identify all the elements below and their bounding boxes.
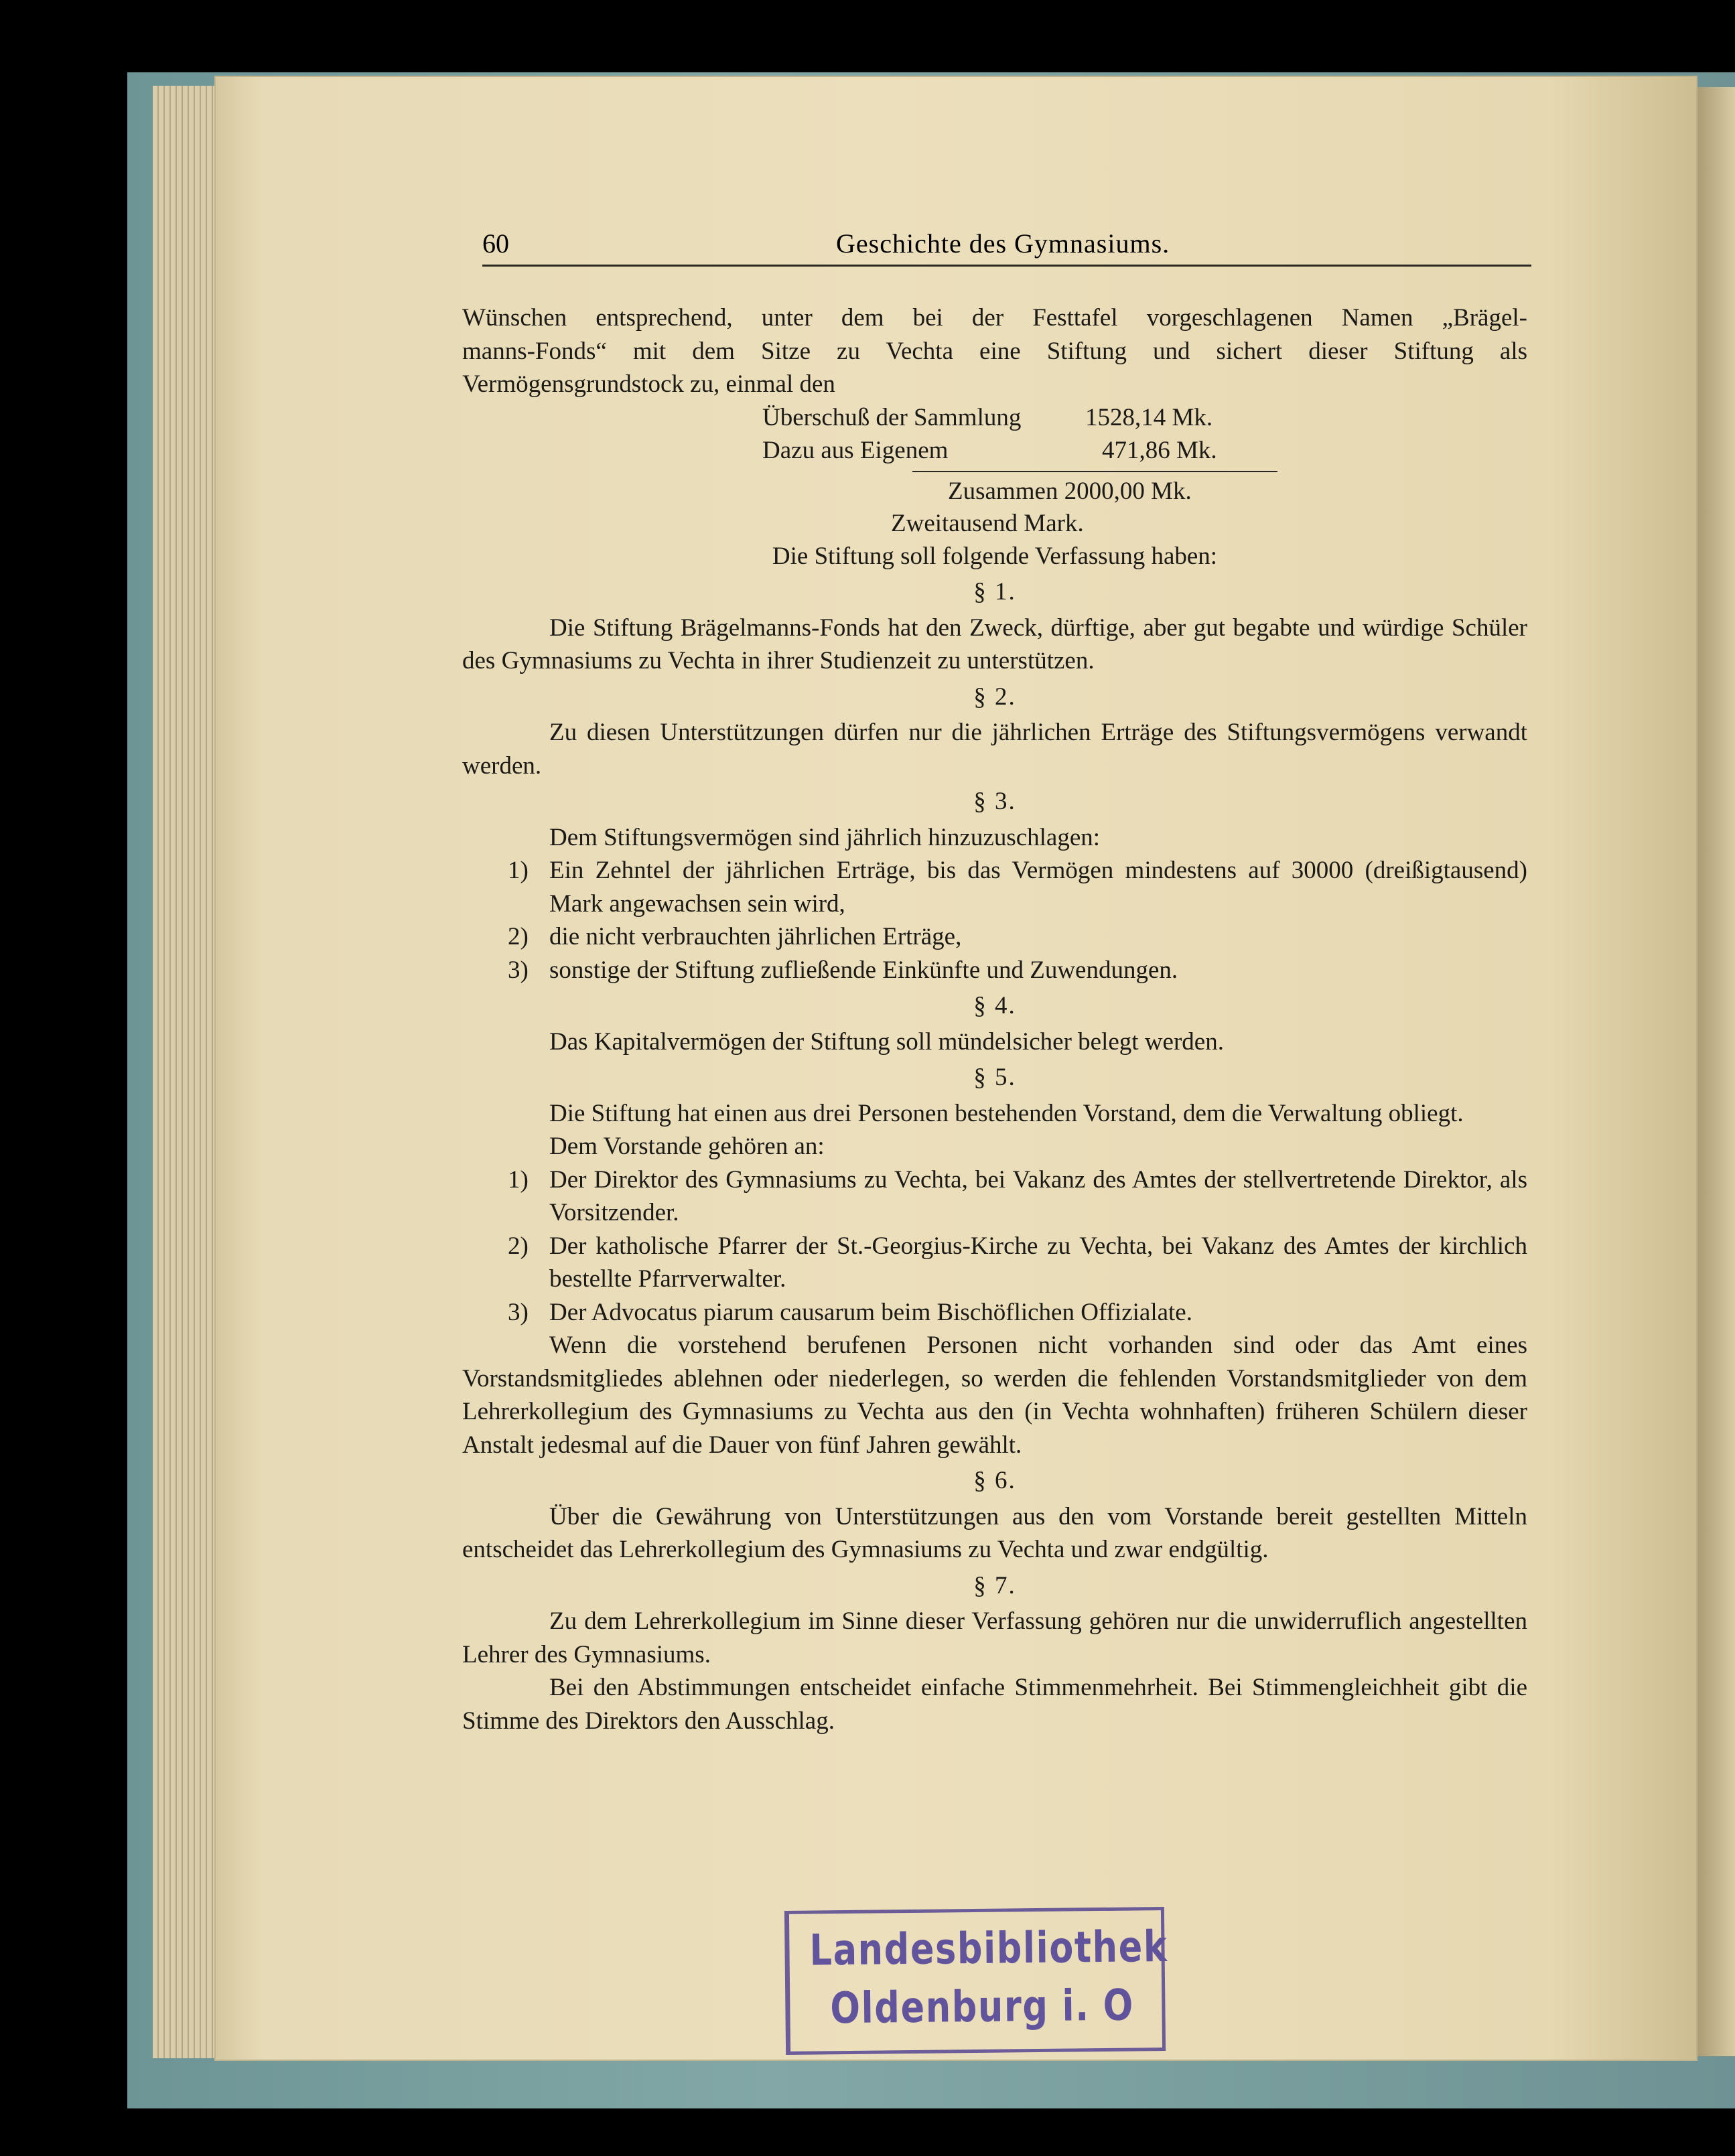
section-2-text: Zu diesen Unterstützungen dürfen nur die jährlichen Erträge des Stiftungsvermögens verwandt werden. [462,719,1527,780]
section-7-text-2: Bei den Abstimmungen entscheidet einfache Stimmenmehrheit. Bei Stimmengleichheit gibt die Stimme des Direktors den Ausschlag. [462,1674,1527,1735]
list-item: 3) Der Advocatus piarum causarum beim Bischöflichen Offizialate. [508,1298,1192,1326]
sum-rule [912,471,1277,472]
running-head [482,228,1531,267]
constitution-intro: Die Stiftung soll folgende Verfassung haben: [772,542,1218,570]
section-7-heading: § 7. [973,1571,1016,1599]
calc-row2-label: Dazu aus Eigenem [762,436,949,464]
list-item: 3) sonstige der Stiftung zufließende Einkünfte und Zuwendungen. [508,956,1178,984]
list-item: 2) die nicht verbrauchten jährlichen Erträge, [508,923,962,950]
section-4-heading: § 4. [973,992,1016,1019]
section-1-heading: § 1. [973,578,1016,605]
page-number: 60 [482,228,509,259]
next-page-edge [1696,87,1735,2056]
library-stamp [784,1907,1166,2055]
section-7-text: Zu dem Lehrerkollegium im Sinne dieser Verfassung gehören nur die unwiderruflich angestellten Lehrer des Gymnasiums. [462,1607,1527,1668]
section-3-text: Dem Stiftungsvermögen sind jährlich hinzuzuschlagen: [549,823,1101,851]
running-title: Geschichte des Gymnasiums. [836,228,1170,259]
stamp-line-1: Landesbibliothek [809,1922,1168,1976]
section-6-heading: § 6. [973,1467,1016,1494]
calc-row1-label: Überschuß der Sammlung [762,403,1022,431]
calc-total: Zusammen 2000,00 Mk. [948,477,1192,505]
intro-line-2: manns-Fonds“ mit dem Sitze zu Vechta eine Stiftung und sichert dieser Stiftung als [462,337,1527,365]
calc-row2-amount: 471,86 Mk. [1102,436,1217,464]
calc-in-words: Zweitausend Mark. [891,509,1084,537]
intro-line-3: Vermögensgrundstock zu, einmal den [462,370,835,398]
list-item: 2) Der katholische Pfarrer der St.-Georgius-Kirche zu Vechta, bei Vakanz des Amtes der kirchlich bestellte Pfarrverwalter. [508,1232,1527,1293]
list-item: 1) Der Direktor des Gymnasiums zu Vechta, bei Vakanz des Amtes der stellvertretende Direktor, als Vorsitzender. [508,1165,1527,1226]
section-5-text-3: Wenn die vorstehend berufenen Personen nicht vorhanden sind oder das Amt eines Vorstandsmitgliedes ablehnen oder niederlegen, so werden die fehlenden Vorstandsmitglieder von dem Lehrerkollegium des Gymnasiums zu Vechta aus den (in Vechta wohnhaften) früheren Schülern dieser Anstalt jedesmal auf die Dauer von fünf Jahren gewählt. [462,1332,1527,1459]
calc-row1-amount: 1528,14 Mk. [1085,403,1213,431]
section-1-text: Die Stiftung Brägelmanns-Fonds hat den Zweck, dürftige, aber gut begabte und würdige Schüler des Gymnasiums zu Vechta in ihrer Studienzeit zu unterstützen. [462,614,1527,674]
intro-line-1: Wünschen entsprechend, unter dem bei der Festtafel vorgeschlagenen Namen „Brägel- [462,304,1527,332]
section-5-heading: § 5. [973,1064,1016,1091]
calculation-block [462,401,1527,537]
section-5-text: Die Stiftung hat einen aus drei Personen bestehenden Vorstand, dem die Verwaltung obliegt. [549,1099,1464,1127]
page-body [462,301,1527,1737]
stamp-line-2: Oldenburg i. O [830,1981,1135,2034]
section-5-text-2: Dem Vorstande gehören an: [549,1133,825,1160]
section-2-heading: § 2. [973,682,1016,711]
section-4-text: Das Kapitalvermögen der Stiftung soll mündelsicher belegt werden. [549,1027,1224,1056]
section-6-text: Über die Gewährung von Unterstützungen aus den vom Vorstande bereit gestellten Mitteln entscheidet das Lehrerkollegium des Gymnasiums zu Vechta und zwar endgültig. [462,1502,1527,1563]
section-3-heading: § 3. [973,788,1016,815]
list-item: 1) Ein Zehntel der jährlichen Erträge, bis das Vermögen mindestens auf 30000 (dreißigtausend) Mark angewachsen sein wird, [508,857,1527,918]
